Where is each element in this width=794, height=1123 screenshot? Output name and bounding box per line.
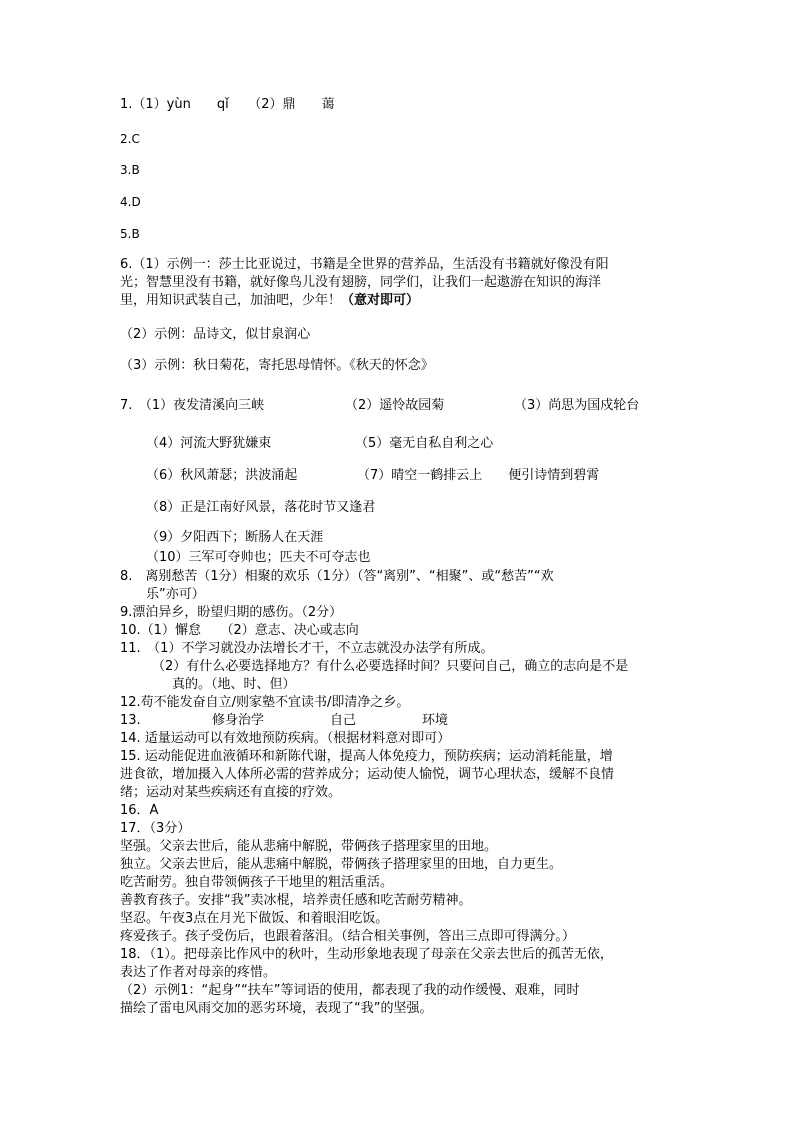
answer-18-1-line2: 表达了作者对母亲的疼惜。 [120, 965, 277, 980]
answer-7-4: （4）河流大野犹嫌束 [146, 436, 272, 451]
answer-6-1-line3 [120, 293, 419, 309]
answer-2: 2.C [120, 132, 140, 146]
answer-10: 10.（1）懈怠 （2）意志、决心或志向 [120, 623, 359, 638]
answer-13-number: 13. [120, 713, 141, 728]
answer-6-1-note: （意对即可） [341, 293, 420, 308]
answer-18-2-line1: （2）示例1：“起身”“扶车”等词语的使用，都表现了我的动作缓慢、艰难，同时 [120, 983, 580, 998]
answer-11-2-line1: （2）有什么必要选择地方？有什么必要选择时间？只要问自己，确立的志向是不是 [152, 659, 629, 674]
answer-11-1: 11. （1）不学习就没办法增长才干，不立志就没办法学有所成。 [120, 641, 494, 656]
answer-8-line2: 乐”亦可） [146, 587, 205, 602]
answer-12: 12.苟不能发奋自立/则家塾不宜读书/即清净之乡。 [120, 695, 410, 710]
answer-7-10: （10）三军可夺帅也；匹夫不可夺志也 [146, 550, 371, 565]
answer-17-heading: 17．（3分） [120, 821, 191, 836]
answer-4: 4.D [120, 195, 141, 209]
answer-7-6: （6）秋风萧瑟；洪波涌起 [146, 468, 298, 483]
answer-17-point2: 独立。父亲去世后，能从悲痛中解脱，带俩孩子搭理家里的田地，自力更生。 [120, 857, 563, 872]
answer-18-2-line2: 描绘了雷电风雨交加的恶劣环境，表现了“我”的坚强。 [120, 1001, 433, 1016]
answer-13-c: 环境 [422, 713, 449, 728]
answer-7-8: （8）正是江南好风景，落花时节又逢君 [146, 500, 376, 515]
answer-7-7: （7）晴空一鹤排云上 便引诗情到碧霄 [357, 468, 600, 483]
answer-17-point1: 坚强。父亲去世后，能从悲痛中解脱，带俩孩子搭理家里的田地。 [120, 839, 498, 854]
answer-7-5: （5）毫无自私自利之心 [355, 436, 494, 451]
answer-15-line3: 绪；运动对某些疾病还有直接的疗效。 [120, 785, 342, 800]
answer-16: 16．A [120, 803, 159, 818]
answer-8-line1: 8. 离别愁苦（1分）相聚的欢乐（1分）（答“离别”、“相聚”、或“愁苦”“欢 [120, 569, 554, 584]
answer-7-9: （9）夕阳西下；断肠人在天涯 [146, 530, 324, 545]
answer-6-3: （3）示例：秋日菊花，寄托思母情怀。《秋天的怀念》 [120, 358, 434, 373]
answer-3: 3.B [120, 163, 140, 177]
answer-17-point6: 疼爱孩子。孩子受伤后，也跟着落泪。（结合相关事例，答出三点即可得满分。） [120, 929, 576, 944]
answer-6-1-line1: 6.（1）示例一：莎士比亚说过，书籍是全世界的营养品，生活没有书籍就好像没有阳 [120, 257, 609, 272]
answer-1: 1.（1）yùn qǐ （2）鼎 蔼 [120, 97, 335, 112]
answer-6-2: （2）示例：品诗文，似甘泉润心 [120, 327, 311, 342]
answer-5: 5.B [120, 227, 140, 241]
answer-18-1-line1: 18．（1）。把母亲比作风中的秋叶，生动形象地表现了母亲在父亲去世后的孤苦无依， [120, 947, 613, 962]
answer-7-1: 7. （1）夜发清溪向三峡 [120, 398, 265, 413]
answer-17-point4: 善教育孩子。安排“我”卖冰棍，培养责任感和吃苦耐劳精神。 [120, 893, 472, 908]
answer-17-point5: 坚忍。午夜3点在月光下做饭、和着眼泪吃饭。 [120, 911, 389, 926]
answer-7-2: （2）遥怜故园菊 [345, 398, 445, 413]
answer-13-b: 自己 [330, 713, 357, 728]
answer-6-1-line2: 光；智慧里没有书籍，就好像鸟儿没有翅膀，同学们，让我们一起遨游在知识的海洋 [120, 275, 602, 290]
answer-15-line1: 15. 运动能促进血液循环和新陈代谢，提高人体免疫力，预防疾病；运动消耗能量，增 [120, 749, 613, 764]
answer-9: 9.漂泊异乡，盼望归期的感伤。（2分） [120, 605, 343, 620]
answer-13-a: 修身治学 [212, 713, 265, 728]
answer-6-1-text: 里，用知识武装自己，加油吧，少年！ [120, 293, 342, 308]
answer-7-3: （3）尚思为国戍轮台 [514, 398, 640, 413]
answer-15-line2: 进食欲，增加摄入人体所必需的营养成分；运动使人愉悦，调节心理状态，缓解不良情 [120, 767, 615, 782]
answer-14: 14. 适量运动可以有效地预防疾病。（根据材料意对即可） [120, 731, 451, 746]
answer-11-2-line2: 真的。（地、时、但） [172, 677, 296, 692]
answer-17-point3: 吃苦耐劳。独自带领俩孩子干地里的粗活重活。 [120, 875, 394, 890]
